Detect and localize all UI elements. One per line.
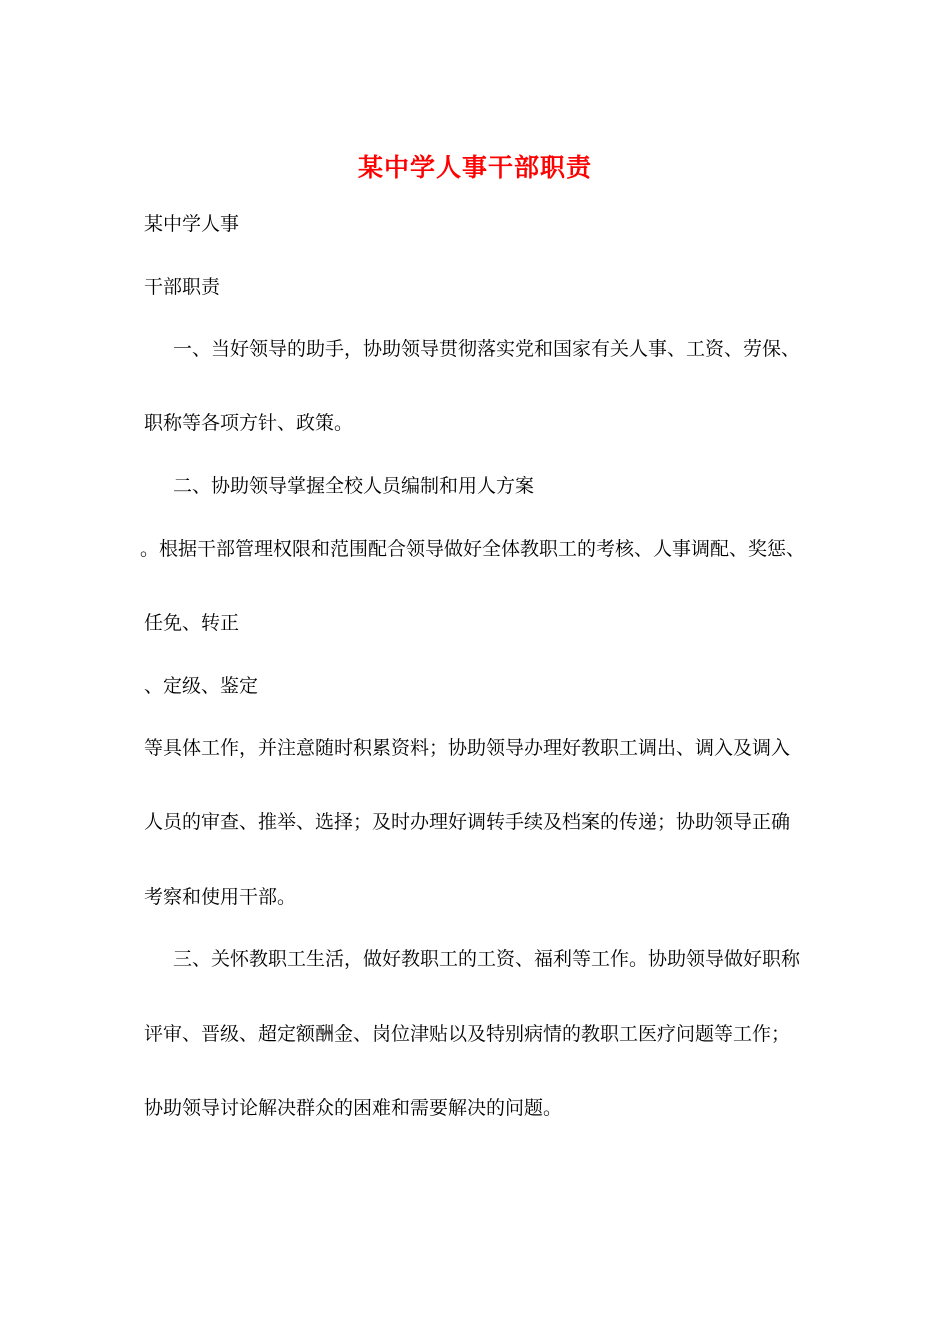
paragraph-1-line-2: 职称等各项方针、政策。 <box>144 412 354 434</box>
document-title: 某中学人事干部职责 <box>357 153 592 182</box>
paragraph-2-line-2: 。根据干部管理权限和范围配合领导做好全体教职工的考核、人事调配、奖惩、 <box>140 538 806 560</box>
paragraph-2-line-5: 等具体工作，并注意随时积累资料；协助领导办理好教职工调出、调入及调入 <box>144 737 791 759</box>
text-line-2: 干部职责 <box>144 276 221 298</box>
paragraph-3-line-3: 协助领导讨论解决群众的困难和需要解决的问题。 <box>144 1097 563 1119</box>
paragraph-1-line-1: 一、当好领导的助手，协助领导贯彻落实党和国家有关人事、工资、劳保、 <box>173 338 801 360</box>
paragraph-2-line-6: 人员的审查、推举、选择；及时办理好调转手续及档案的传递；协助领导正确 <box>144 811 791 833</box>
paragraph-2-line-3: 任免、转正 <box>144 612 240 634</box>
paragraph-2-line-7: 考察和使用干部。 <box>144 886 297 908</box>
paragraph-2-line-1: 二、协助领导掌握全校人员编制和用人方案 <box>173 475 535 497</box>
paragraph-3-line-1: 三、关怀教职工生活，做好教职工的工资、福利等工作。协助领导做好职称 <box>173 948 801 970</box>
text-line-1: 某中学人事 <box>144 213 240 235</box>
paragraph-3-line-2: 评审、晋级、超定额酬金、岗位津贴以及特别病情的教职工医疗问题等工作； <box>144 1023 791 1045</box>
paragraph-2-line-4: 、定级、鉴定 <box>144 675 259 697</box>
